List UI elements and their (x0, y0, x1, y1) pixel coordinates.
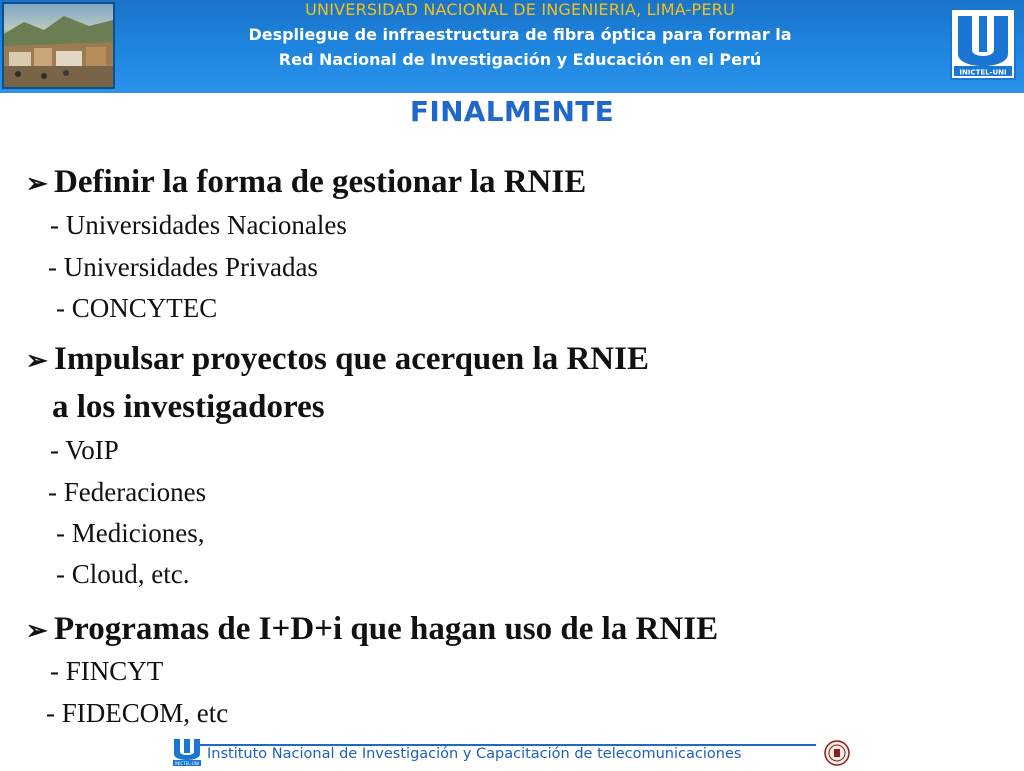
arrow-bullet-icon: ➢ (26, 169, 48, 198)
bullet-1-text: Definir la forma de gestionar la RNIE (54, 164, 587, 200)
header-photo (2, 2, 115, 89)
arrow-bullet-icon: ➢ (26, 346, 48, 375)
bullet-3-text: Programas de I+D+i que hagan uso de la RNIE (54, 611, 719, 647)
university-name: UNIVERSIDAD NACIONAL DE INGENIERIA, LIMA-PERU (305, 0, 735, 19)
footer-institute: Instituto Nacional de Investigación y Capacitación de telecomunicaciones (207, 746, 742, 762)
bullet-3 (26, 609, 718, 651)
header-band (0, 0, 1024, 93)
bullet-2-text-line2: a los investigadores (52, 389, 325, 425)
bullet-2 (26, 339, 649, 381)
bullet-2-sub-3: - Mediciones, (56, 518, 205, 548)
bullet-3-sub-1: - FINCYT (50, 656, 164, 686)
bullet-1 (26, 162, 586, 204)
inictel-logo (950, 8, 1016, 80)
university-seal-icon (824, 740, 850, 766)
logo-text: INICTEL-UNI (959, 68, 1007, 77)
footer-logo-text: INICTEL-UNI (175, 761, 199, 766)
header-title-line2: Red Nacional de Investigación y Educación en el Perú (278, 50, 762, 69)
header-text (130, 0, 910, 71)
section-title: FINALMENTE (409, 95, 615, 128)
footer-inictel-logo (172, 738, 202, 766)
bullet-1-sub-1: - Universidades Nacionales (50, 210, 347, 240)
bullet-2-text-line1: Impulsar proyectos que acerquen la RNIE (54, 341, 649, 377)
arrow-bullet-icon: ➢ (26, 616, 48, 645)
bullet-3-sub-2: - FIDECOM, etc (46, 698, 229, 728)
bullet-2-sub-4: - Cloud, etc. (56, 559, 190, 589)
bullet-1-sub-3: - CONCYTEC (56, 293, 218, 323)
bullet-1-sub-2: - Universidades Privadas (48, 252, 318, 282)
bullet-2-sub-1: - VoIP (50, 435, 119, 465)
bullet-2-sub-2: - Federaciones (48, 477, 207, 507)
header-title-line1: Despliegue de infraestructura de fibra óptica para formar la (248, 25, 792, 44)
